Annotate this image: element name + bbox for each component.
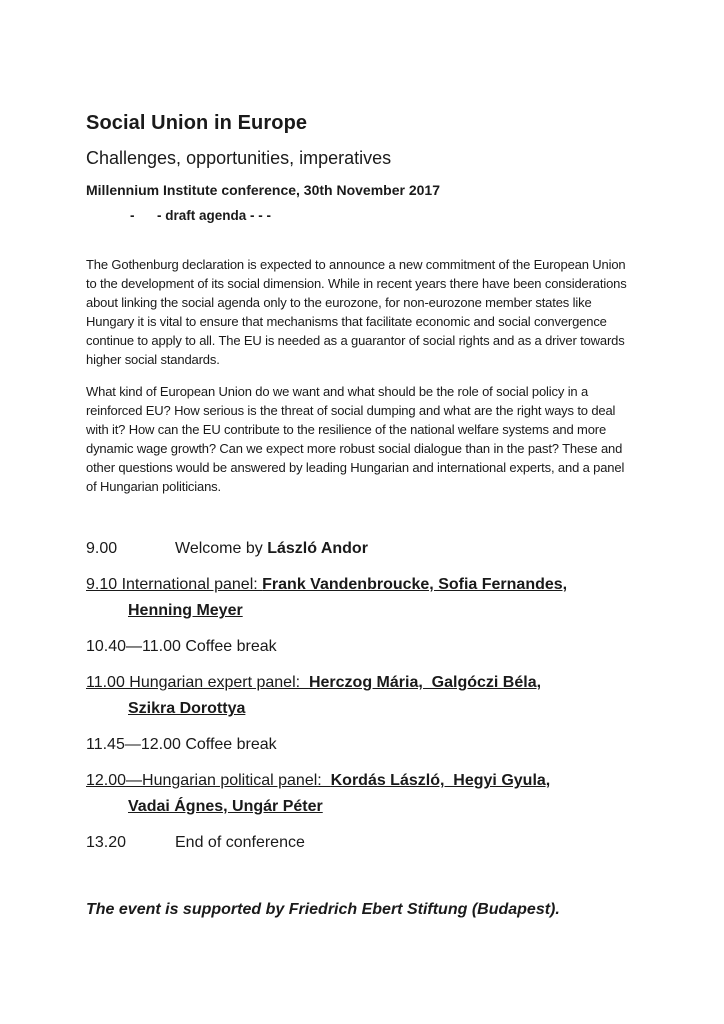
agenda-item-international-panel — [86, 572, 634, 624]
agenda-text: 12.00—Hungarian political panel: — [86, 772, 331, 789]
page-subtitle: Challenges, opportunities, imperatives — [86, 148, 392, 168]
agenda-item-coffee-break-1 — [86, 634, 634, 660]
agenda-speakers: Vadai Ágnes, Ungár Péter — [128, 798, 323, 815]
intro-paragraph-2: What kind of European Union do we want and what should be the role of social policy in a reinforced EU? How serious is the threat of social dumping and what are the right ways to deal with it? How can the EU contribute to the resilience of the national welfare systems and more dynamic wage growth? Can we expect more robust social dialogue than in the past? These and other questions would be answered by leading Hungarian and international experts, and a panel of Hungarian politicians. — [86, 384, 625, 494]
intro-paragraph-1: The Gothenburg declaration is expected to announce a new commitment of the European Union to the development of its social dimension. While in recent years there have been considerations about linking the social agenda only to the eurozone, for non-eurozone member states like Hungary it is vital to ensure that mechanisms that facilitate economic and social convergence continue to apply to all. The EU is needed as a guarantor of social rights and as a driver towards higher social standards. — [86, 257, 627, 367]
draft-agenda-line: - - draft agenda - - - — [130, 208, 271, 223]
agenda-text: 9.10 International panel: — [86, 576, 263, 593]
agenda-line — [86, 670, 634, 696]
agenda-time: 9.00 — [86, 540, 118, 557]
agenda-line — [86, 572, 634, 598]
agenda-item-coffee-break-2 — [86, 732, 634, 758]
conference-line: Millennium Institute conference, 30th November 2017 — [86, 182, 440, 198]
agenda-item-welcome — [86, 536, 634, 562]
agenda-item-political-panel — [86, 768, 634, 820]
agenda-item-expert-panel — [86, 670, 634, 722]
agenda-line — [86, 696, 634, 722]
agenda-text: End of conference — [175, 834, 305, 851]
agenda-speakers: Kordás László, Hegyi Gyula, — [330, 772, 551, 789]
agenda-list — [86, 536, 634, 856]
agenda-line — [86, 794, 634, 820]
agenda-speakers: Henning Meyer — [128, 602, 243, 619]
agenda-line — [86, 598, 634, 624]
agenda-time: 13.20 — [86, 834, 127, 851]
agenda-speakers: Frank Vandenbroucke, Sofia Fernandes, — [262, 576, 568, 593]
agenda-text: 11.00 Hungarian expert panel: — [86, 674, 309, 691]
agenda-text: 10.40—11.00 Coffee break — [86, 638, 277, 655]
page-title: Social Union in Europe — [86, 112, 308, 134]
agenda-speakers: Szikra Dorottya — [128, 700, 246, 717]
agenda-line — [86, 768, 634, 794]
agenda-item-end — [86, 830, 634, 856]
agenda-text: 11.45—12.00 Coffee break — [86, 736, 277, 753]
agenda-text: Welcome by — [175, 540, 268, 557]
agenda-speakers: László Andor — [267, 540, 368, 557]
agenda-speakers: Herczog Mária, Galgóczi Béla, — [308, 674, 542, 691]
support-note: The event is supported by Friedrich Ebert Stiftung (Budapest). — [86, 901, 560, 918]
